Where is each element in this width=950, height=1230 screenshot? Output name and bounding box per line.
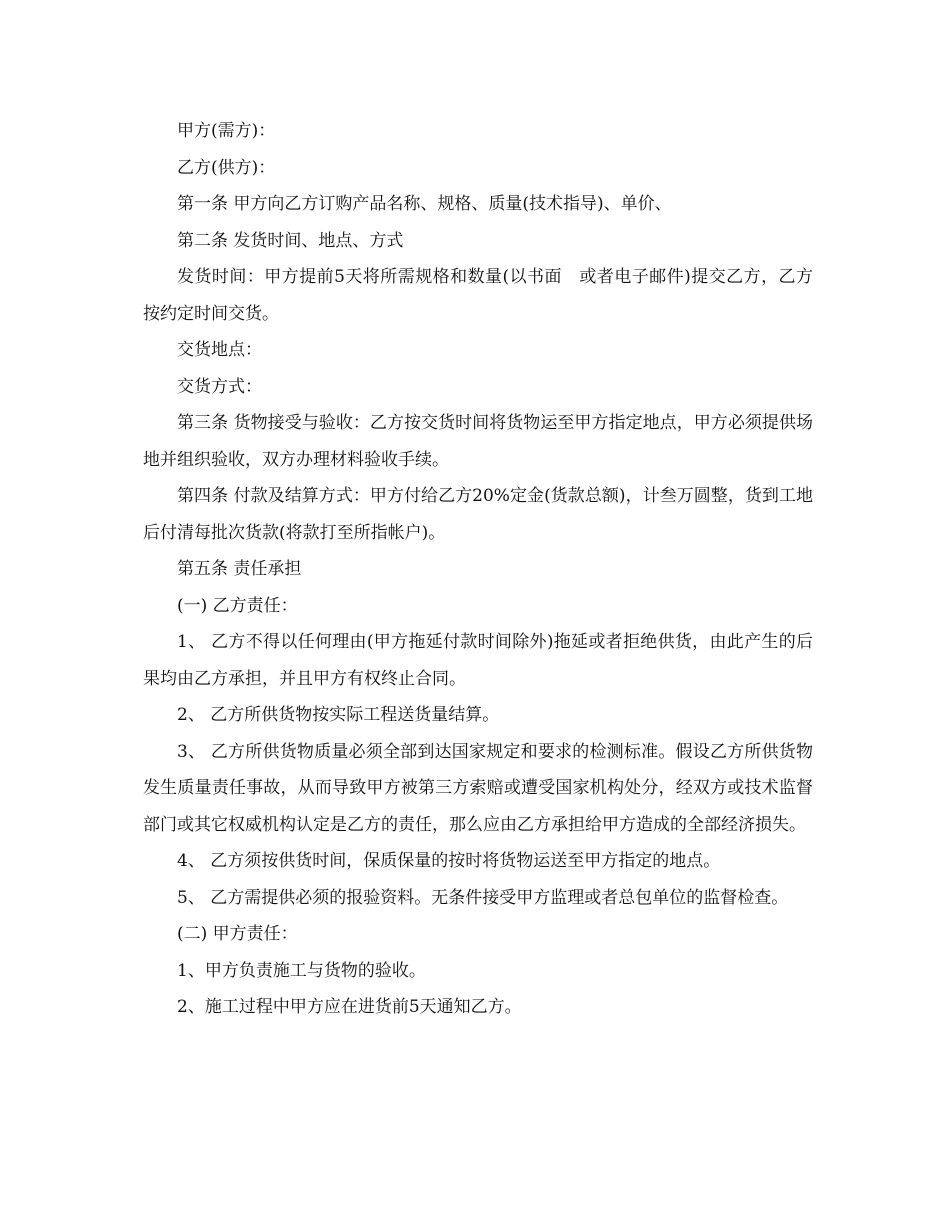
party-a-responsibility-heading: (二) 甲方责任： [177,924,298,944]
article-2-heading: 第二条 发货时间、地点、方式 [177,230,404,251]
delivery-method-line: 交货方式： [177,376,262,397]
article-4: 第四条 付款及结算方式：甲方付给乙方20%定金(货款总额)，计叁万圆整，货到工地后付清每批次货款(将款打至所指帐户)。 [143,486,813,543]
party-b-clause-2: 2、 乙方所供货物按实际工程送货量结算。 [177,705,500,725]
party-a-line: 甲方(需方)： [177,121,276,141]
party-a-clause-2: 2、施工过程中甲方应在进货前5天通知乙方。 [177,997,522,1017]
party-a-clause-1: 1、甲方负责施工与货物的验收。 [177,960,426,981]
party-b-responsibility-heading: (一) 乙方责任： [177,595,298,616]
party-b-line: 乙方(供方)： [177,157,276,178]
article-3: 第三条 货物接受与验收：乙方按交货时间将货物运至甲方指定地点，甲方必须提供场地并组织验收，双方办理材料验收手续。 [143,413,813,470]
party-b-clause-1: 1、 乙方不得以任何理由(甲方拖延付款时间除外)拖延或者拒绝供货，由此产生的后果均由乙方承担，并且甲方有权终止合同。 [143,632,813,689]
article-5-heading: 第五条 责任承担 [177,559,302,579]
party-b-clause-4: 4、 乙方须按供货时间，保质保量的按时将货物运送至甲方指定的地点。 [177,851,721,871]
party-b-clause-5: 5、 乙方需提供必须的报验资料。无条件接受甲方监理或者总包单位的监督检查。 [177,887,789,908]
party-b-clause-3: 3、 乙方所供货物质量必须全部到达国家规定和要求的检测标准。假设乙方所供货物发生质量责任事故，从而导致甲方被第三方索赔或遭受国家机构处分，经双方或技术监督部门或其它权威机构认定是乙方的责任，那么应由乙方承担给甲方造成的全部经济损失。 [143,741,813,835]
delivery-time-paragraph: 发货时间：甲方提前5天将所需规格和数量(以书面 或者电子邮件)提交乙方，乙方按约定时间交货。 [143,267,813,324]
contract-body [143,113,813,1026]
article-1: 第一条 甲方向乙方订购产品名称、规格、质量(技术指导)、单价、 [177,194,672,214]
delivery-location-line: 交货地点： [177,340,262,360]
